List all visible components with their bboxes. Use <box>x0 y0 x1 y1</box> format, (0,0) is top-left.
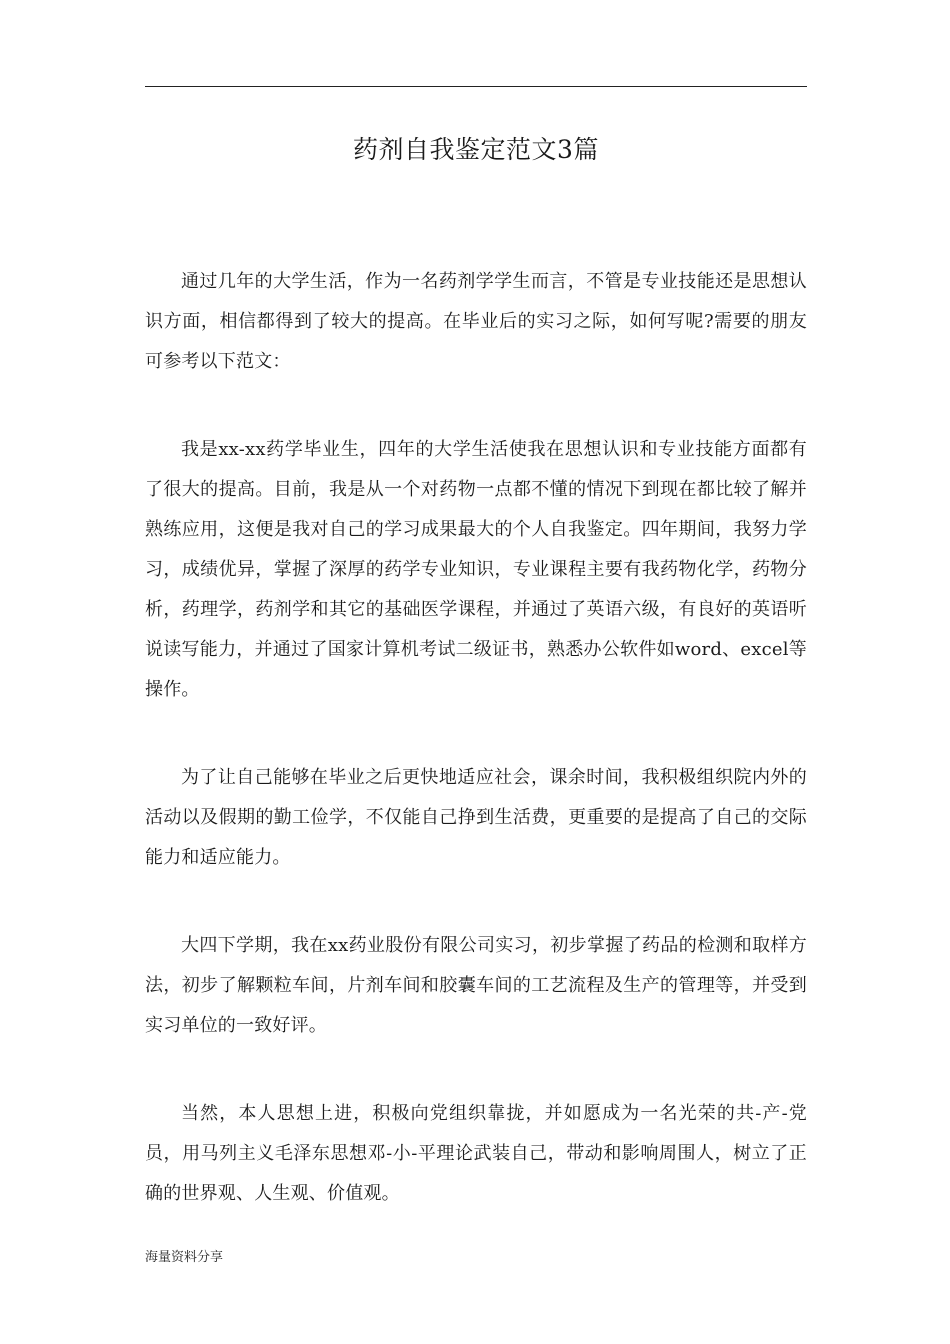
document-title: 药剂自我鉴定范文3篇 <box>353 135 599 164</box>
paragraph-education: 我是xx-xx药学毕业生，四年的大学生活使我在思想认识和专业技能方面都有了很大的提高。目前，我是从一个对药物一点都不懂的情况下到现在都比较了解并熟练应用，这便是我对自己的学习成果最大的个人自我鉴定。四年期间，我努力学习，成绩优异，掌握了深厚的药学专业知识，专业课程主要有我药物化学，药物分析，药理学，药剂学和其它的基础医学课程，并通过了英语六级，有良好的英语听说读写能力，并通过了国家计算机考试二级证书，熟悉办公软件如word、excel等操作。 <box>145 439 807 700</box>
header-rule <box>145 86 807 87</box>
paragraph-internship: 大四下学期，我在xx药业股份有限公司实习，初步掌握了药品的检测和取样方法，初步了解颗粒车间，片剂车间和胶囊车间的工艺流程及生产的管理等，并受到实习单位的一致好评。 <box>145 935 807 1036</box>
paragraph-ideology: 当然，本人思想上进，积极向党组织靠拢，并如愿成为一名光荣的共-产-党员，用马列主义毛泽东思想邓-小-平理论武装自己，带动和影响周围人，树立了正确的世界观、人生观、价值观。 <box>145 1103 807 1204</box>
page-footer: 海量资料分享 <box>145 1250 224 1265</box>
paragraph-intro: 通过几年的大学生活，作为一名药剂学学生而言，不管是专业技能还是思想认识方面，相信都得到了较大的提高。在毕业后的实习之际，如何写呢?需要的朋友可参考以下范文： <box>145 271 807 372</box>
paragraph-activities: 为了让自己能够在毕业之后更快地适应社会，课余时间，我积极组织院内外的活动以及假期的勤工俭学，不仅能自己挣到生活费，更重要的是提高了自己的交际能力和适应能力。 <box>145 767 807 868</box>
document-body <box>145 262 807 1262</box>
